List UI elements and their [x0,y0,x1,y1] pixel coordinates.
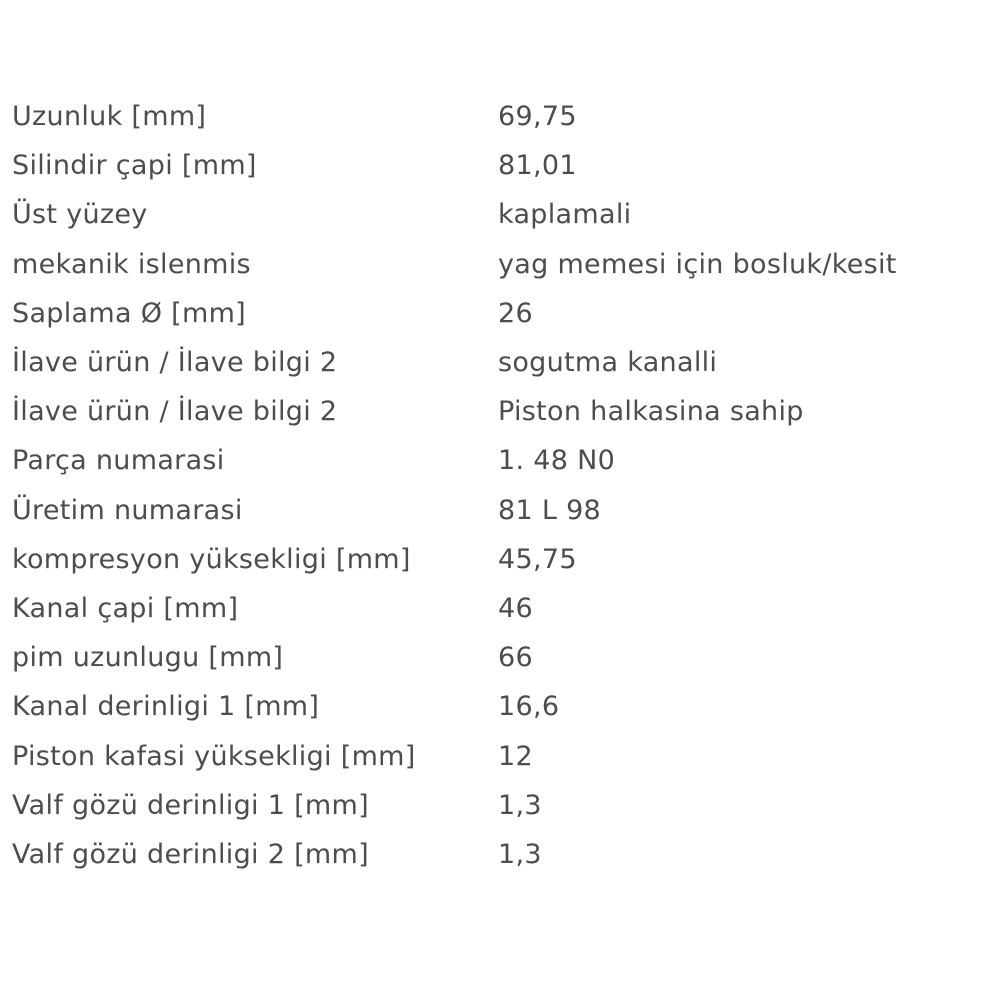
spec-row [12,732,978,781]
spec-value: 45,75 [498,543,577,575]
spec-table-body [12,92,978,879]
spec-label: Kanal derinligi 1 [mm] [12,691,320,723]
spec-label: Uzunluk [mm] [12,101,207,132]
spec-value: 16,6 [498,691,560,723]
spec-row [12,240,978,289]
spec-label: İlave ürün / İlave bilgi 2 [12,347,338,379]
spec-label: Üst yüzey [12,199,148,231]
spec-row [12,190,978,239]
spec-value: Piston halkasina sahip [498,396,804,428]
spec-value: 26 [498,297,533,329]
spec-row [12,830,978,879]
spec-label: pim uzunlugu [mm] [12,642,284,674]
spec-value: 1. 48 N0 [498,445,616,477]
spec-row [12,289,978,338]
spec-value: 69,75 [498,101,577,132]
spec-label: Piston kafasi yüksekligi [mm] [12,740,416,772]
spec-value: 46 [498,593,533,625]
spec-value: 1,3 [498,839,542,871]
spec-value: kaplamali [498,199,632,231]
spec-row [12,584,978,633]
spec-row [12,436,978,485]
spec-value: 81,01 [498,150,577,182]
spec-row [12,387,978,436]
spec-row [12,486,978,535]
spec-label: Üretim numarasi [12,494,243,526]
spec-label: İlave ürün / İlave bilgi 2 [12,396,338,428]
spec-row [12,682,978,731]
spec-label: Silindir çapi [mm] [12,150,257,182]
spec-label: Parça numarasi [12,445,225,477]
spec-label: Saplama Ø [mm] [12,297,247,329]
spec-row [12,535,978,584]
spec-row [12,633,978,682]
spec-value: 1,3 [498,789,542,821]
spec-label: Valf gözü derinligi 2 [mm] [12,839,369,871]
spec-table [12,92,978,879]
spec-value: 66 [498,642,533,674]
spec-row [12,781,978,830]
spec-value: yag memesi için bosluk/kesit [498,248,897,280]
spec-row [12,92,978,141]
spec-value: 81 L 98 [498,494,602,526]
spec-label: mekanik islenmis [12,248,251,280]
spec-row [12,141,978,190]
spec-value: sogutma kanalli [498,347,718,379]
spec-label: Kanal çapi [mm] [12,593,239,625]
spec-label: Valf gözü derinligi 1 [mm] [12,789,369,821]
spec-row [12,338,978,387]
spec-label: kompresyon yüksekligi [mm] [12,543,411,575]
spec-value: 12 [498,740,533,772]
